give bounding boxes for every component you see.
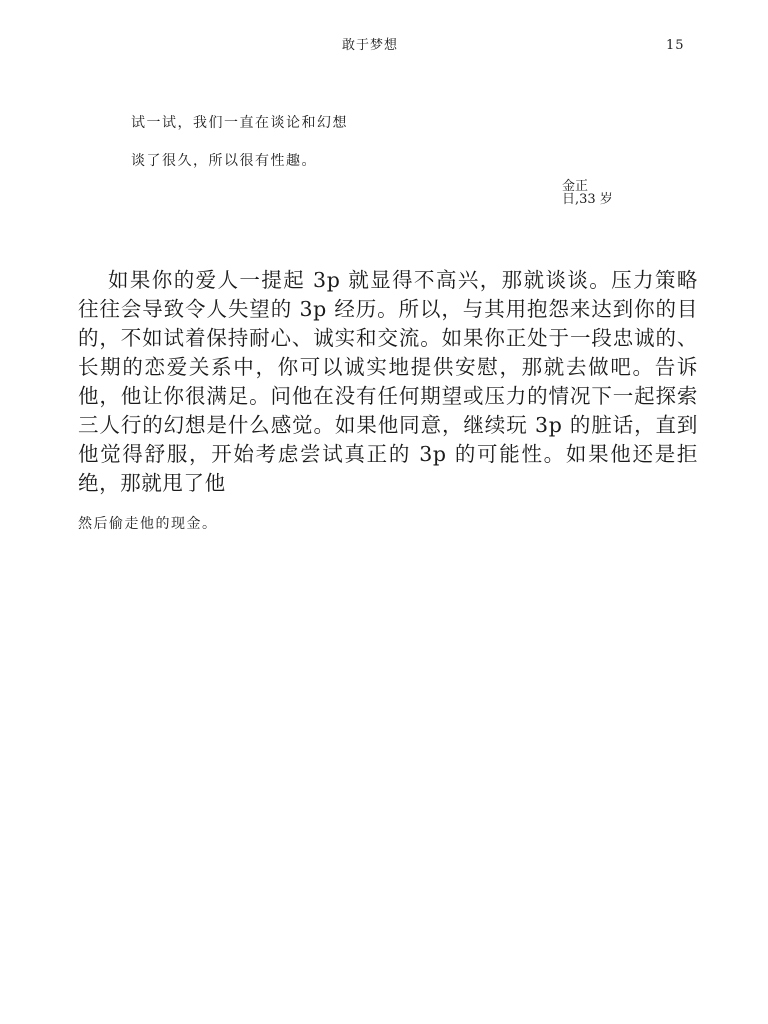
page-number: 15 [666, 38, 685, 53]
attribution-name: 金正 [562, 179, 589, 194]
quote-attribution [562, 180, 613, 206]
attribution-detail: 日,33 岁 [562, 192, 613, 207]
epigraph-quote [131, 104, 348, 180]
quote-line: 谈了很久，所以很有性趣。 [131, 153, 317, 169]
quote-line: 试一试，我们一直在谈论和幻想 [131, 115, 348, 131]
closing-line: 然后偷走他的现金。 [78, 516, 218, 532]
body-paragraph: 如果你的爱人一提起 3p 就显得不高兴，那就谈谈。压力策略往往会导致令人失望的 3p 经历。所以，与其用抱怨来达到你的目的，不如试着保持耐心、诚实和交流。如果你正处于一段忠诚的、长期的恋爱关系中，你可以诚实地提供安慰，那就去做吧。告诉他，他让你很满足。问他在没有任何期望或压力的情况下一起探索三人行的幻想是什么感觉。如果他同意，继续玩 3p 的脏话，直到他觉得舒服，开始考虑尝试真正的 3p 的可能性。如果他还是拒绝，那就甩了他 [78, 268, 698, 495]
running-header: 敢于梦想 [341, 38, 398, 53]
